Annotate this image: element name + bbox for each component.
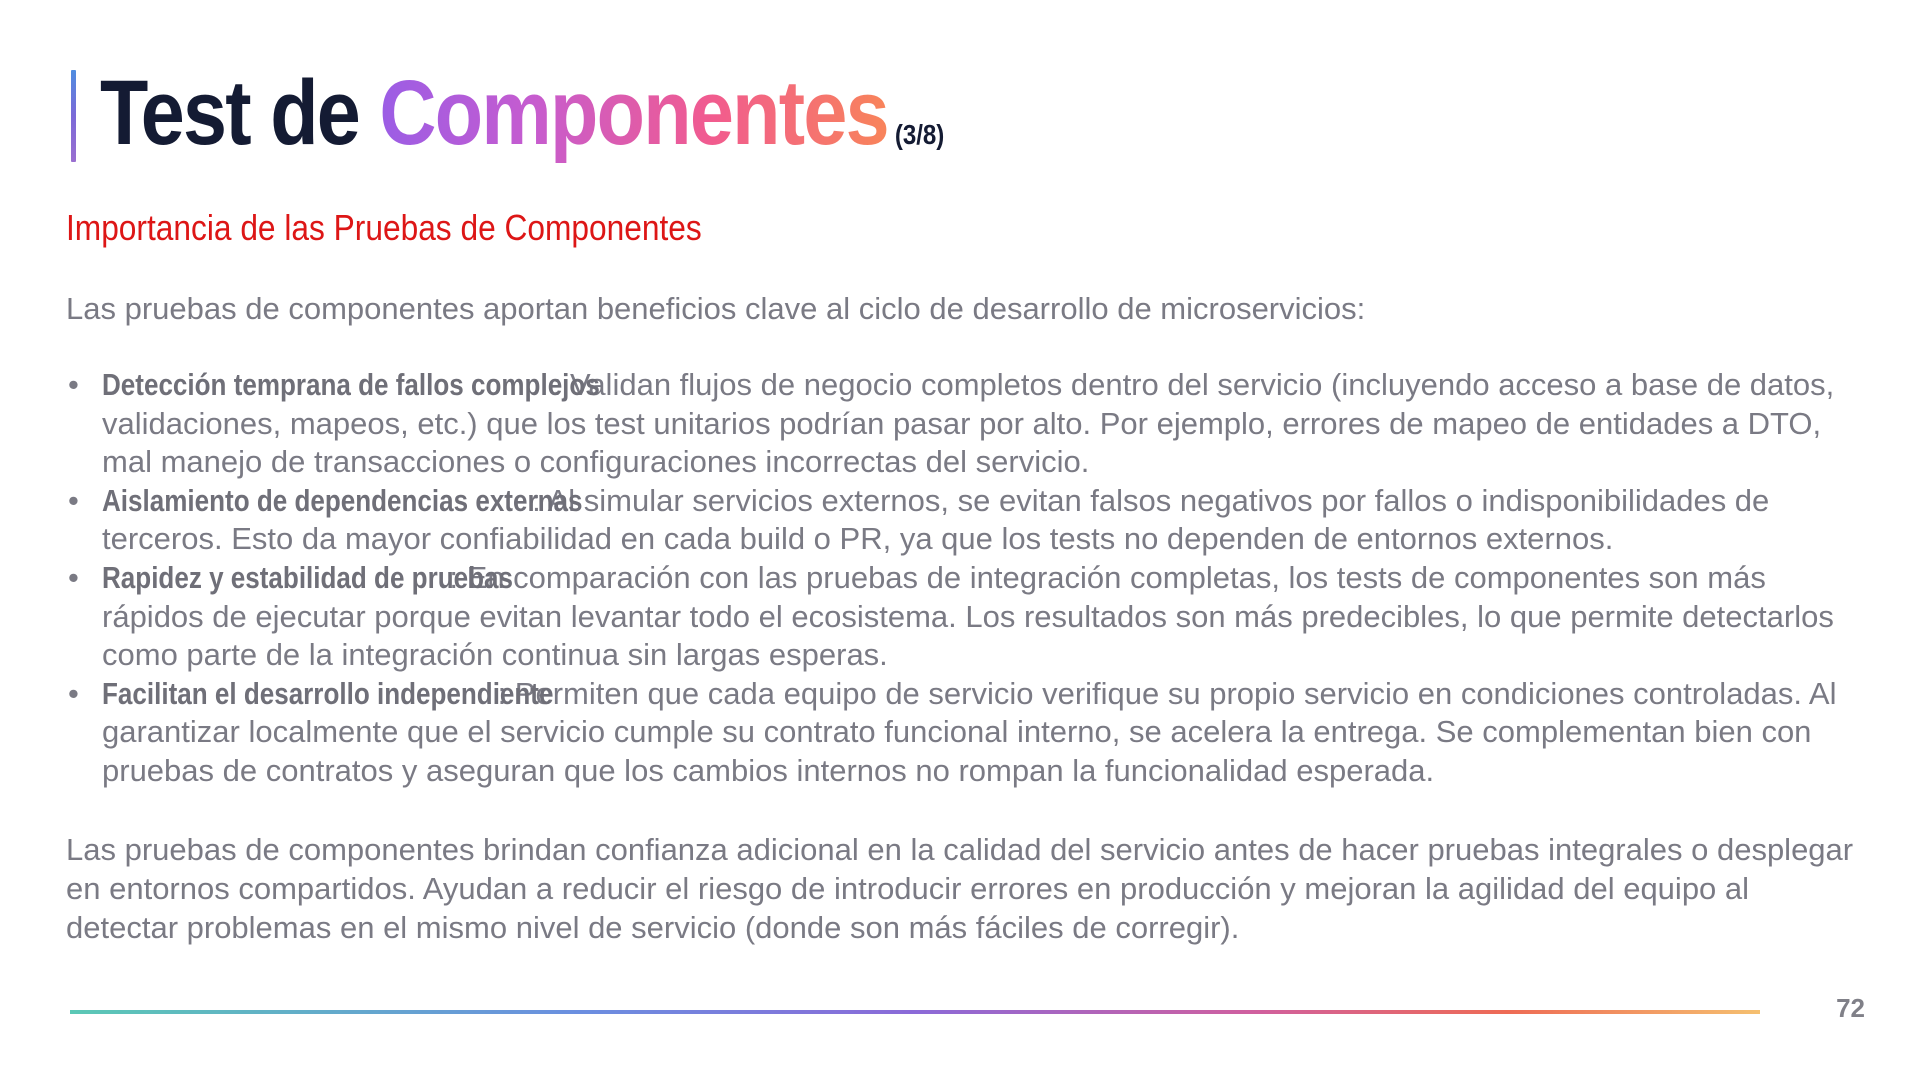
list-item	[66, 559, 1876, 675]
bullet-text: : Validan flujos de negocio completos dentro del servicio (incluyendo acceso a base de datos, validaciones, mapeos, etc.) que los test unitarios podrían pasar por alto. Por ejemplo, errores de mapeo de entidades a DTO, mal manejo de transacciones o configuraciones incorrectas del servicio.	[102, 367, 1835, 480]
title-text-part1: Test de	[100, 62, 380, 164]
list-item	[66, 366, 1876, 482]
bullet-icon: •	[68, 367, 79, 402]
section-subtitle: Importancia de las Pruebas de Componentes	[66, 207, 702, 248]
bullet-term: Facilitan el desarrollo independiente	[102, 675, 554, 711]
bullet-icon: •	[68, 675, 79, 711]
title-accent-bar	[71, 70, 76, 162]
list-item	[66, 482, 1876, 559]
bullet-text: : Permiten que cada equipo de servicio verifique su propio servicio en condiciones controladas. Al garantizar localmente que el servicio cumple su contrato funcional interno, se acelera la entrega. Se complementan bien con pruebas de contratos y aseguran que los cambios internos no rompan la funcionalidad esperada.	[102, 675, 1837, 788]
list-item	[66, 675, 1876, 791]
page-number: 72	[1836, 993, 1865, 1023]
bullet-text: : Al simular servicios externos, se evitan falsos negativos por fallos o indisponibilidades de terceros. Esto da mayor confiabilidad en cada build o PR, ya que los tests no dependen de entornos externos.	[102, 482, 1770, 557]
benefits-list	[66, 366, 1876, 791]
conclusion-paragraph: Las pruebas de componentes brindan confianza adicional en la calidad del servicio antes de hacer pruebas integrales o desplegar en entornos compartidos. Ayudan a reducir el riesgo de introducir errores en producción y mejoran la agilidad del equipo al detectar problemas en el mismo nivel de servicio (donde son más fáciles de corregir).	[66, 832, 1854, 945]
title-text-part2: Componentes	[379, 62, 888, 164]
bullet-term: Rapidez y estabilidad de pruebas	[102, 559, 513, 595]
bullet-term: Detección temprana de fallos complejos	[102, 367, 600, 402]
bullet-icon: •	[68, 482, 79, 518]
bullet-term: Aislamiento de dependencias externas	[102, 482, 583, 518]
bullet-icon: •	[68, 559, 79, 595]
slide-counter: (3/8)	[894, 119, 945, 150]
slide-title	[100, 58, 944, 190]
intro-paragraph: Las pruebas de componentes aportan beneficios clave al ciclo de desarrollo de microservicios:	[66, 291, 1366, 326]
footer-gradient-line	[70, 1010, 1760, 1014]
bullet-text: : En comparación con las pruebas de integración completas, los tests de componentes son más rápidos de ejecutar porque evitan levantar todo el ecosistema. Los resultados son más predecibles, lo que permite detectarlos como parte de la integración continua sin largas esperas.	[102, 559, 1834, 673]
